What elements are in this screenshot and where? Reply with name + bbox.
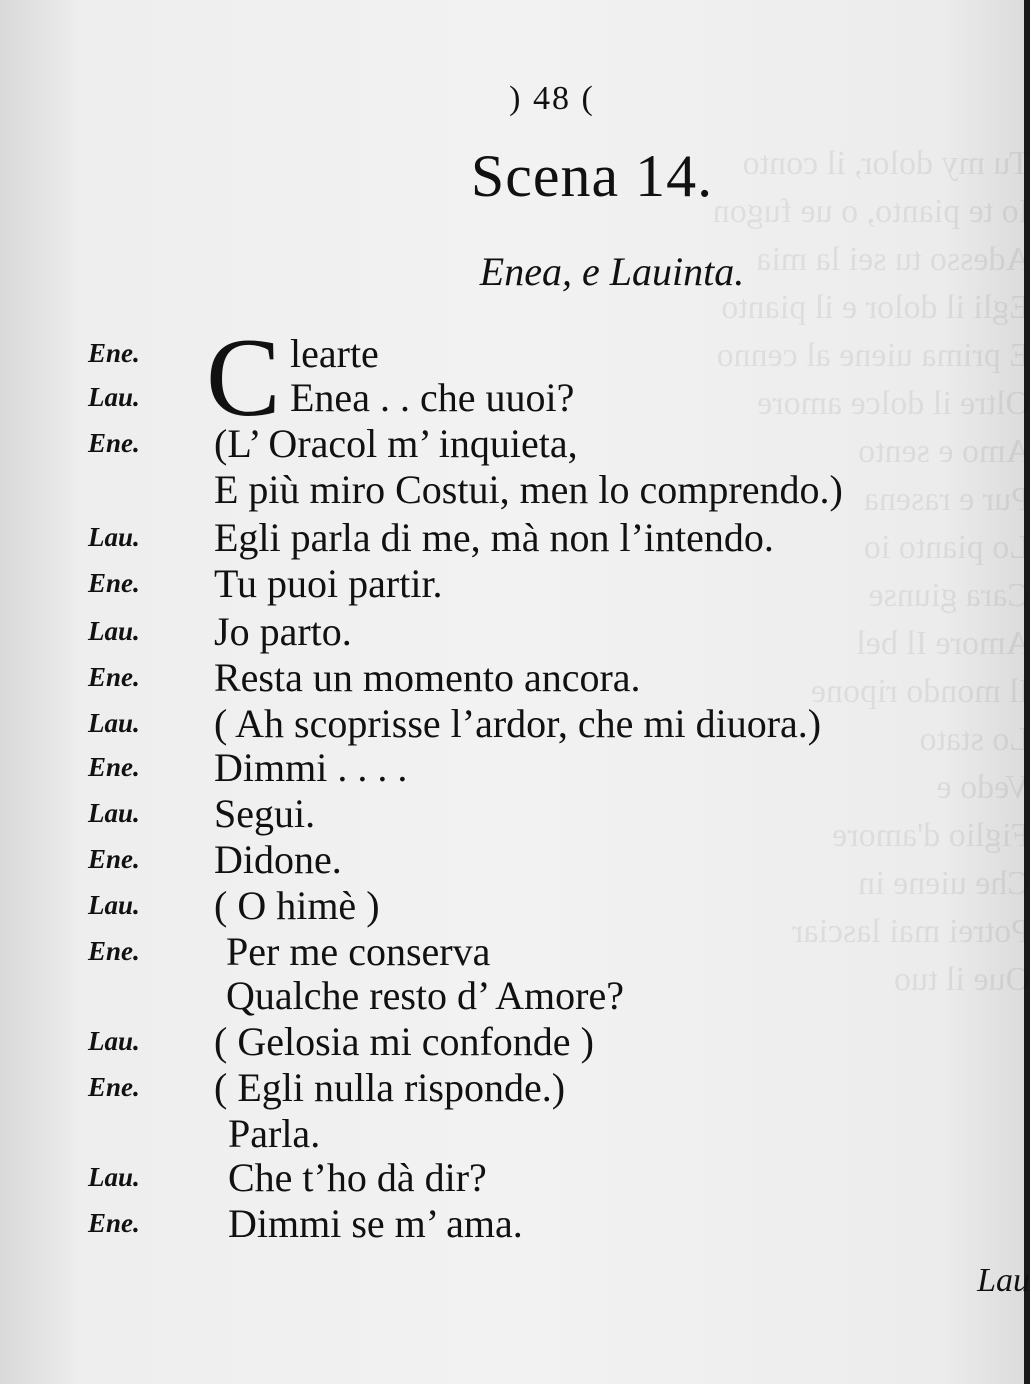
dialogue-line bbox=[0, 882, 1024, 928]
dialogue-line bbox=[0, 608, 1024, 654]
line-text: Segui. bbox=[214, 791, 316, 836]
speaker-name: Lau. bbox=[88, 708, 140, 738]
dialogue-line bbox=[0, 928, 1024, 974]
speaker-name: Lau. bbox=[88, 1026, 140, 1056]
dialogue-line bbox=[0, 1154, 1024, 1200]
dialogue-line bbox=[0, 972, 1024, 1018]
dialogue-line bbox=[0, 560, 1024, 606]
speaker-name: Lau. bbox=[88, 616, 140, 646]
page-number: ) 48 ( bbox=[509, 80, 595, 117]
speaker-name: Ene. bbox=[88, 752, 140, 782]
dialogue-line bbox=[0, 700, 1024, 746]
line-text: Didone. bbox=[214, 837, 342, 882]
speaker-name: Lau. bbox=[88, 1162, 140, 1192]
dialogue-line bbox=[0, 654, 1024, 700]
speaker-name: Ene. bbox=[88, 1208, 140, 1238]
speaker-name: Lau. bbox=[88, 382, 140, 412]
speaker-name: Ene. bbox=[88, 428, 140, 458]
line-text: learte bbox=[290, 331, 379, 376]
catchword: Lau bbox=[977, 1262, 1030, 1299]
line-text: Che t’ho dà dir? bbox=[228, 1155, 487, 1200]
dialogue-line bbox=[0, 1064, 1024, 1110]
speaker-name: Lau. bbox=[88, 522, 140, 552]
dialogue-line bbox=[0, 420, 1024, 466]
line-text: Qualche resto d’ Amore? bbox=[226, 973, 624, 1018]
line-text: Egli parla di me, mà non l’intendo. bbox=[214, 515, 774, 560]
speaker-name: Lau. bbox=[88, 798, 140, 828]
dialogue-line bbox=[0, 744, 1024, 790]
line-text: ( O himè ) bbox=[214, 883, 380, 928]
line-text: Per me conserva bbox=[226, 929, 491, 974]
speaker-name: Ene. bbox=[88, 1072, 140, 1102]
line-text: ( Gelosia mi confonde ) bbox=[214, 1019, 594, 1064]
dialogue-line bbox=[0, 1018, 1024, 1064]
dialogue-line bbox=[0, 790, 1024, 836]
dialogue-line bbox=[0, 1110, 1024, 1156]
line-text: Parla. bbox=[228, 1111, 321, 1156]
line-text: Resta un momento ancora. bbox=[214, 655, 641, 700]
line-text: Dimmi se m’ ama. bbox=[228, 1201, 523, 1246]
speaker-name: Lau. bbox=[88, 890, 140, 920]
dialogue-line bbox=[0, 836, 1024, 882]
speaker-name: Ene. bbox=[88, 936, 140, 966]
bleed-through-texture: Tu my dolor, il conto Io te pianto, o ue fugon Adesso tu sei la mia Egli il dolor e il pianto E prima uiene al cenno Oltre il dolce amore Amo e sento Pur e rasena Lo pianto io Cara giunse Amore Il bel Il mondo ripone Lo stato Vedo e Figlio d'amore Che uiene in Potrei mai lasciar Oue il tuo bbox=[712, 145, 1030, 998]
line-text: (L’ Oracol m’ inquieta, bbox=[214, 421, 578, 466]
dialogue-line bbox=[0, 514, 1024, 560]
dialogue-line bbox=[0, 466, 1024, 512]
line-text: Jo parto. bbox=[214, 609, 352, 654]
speaker-name: Ene. bbox=[88, 844, 140, 874]
dialogue-line bbox=[0, 330, 1024, 376]
scene-title: Scena 14. bbox=[470, 143, 714, 209]
line-text: Dimmi . . . . bbox=[214, 745, 408, 790]
dialogue-line bbox=[0, 374, 1024, 420]
speaker-name: Ene. bbox=[88, 568, 140, 598]
line-text: ( Egli nulla risponde.) bbox=[214, 1065, 566, 1110]
line-text: Tu puoi partir. bbox=[214, 561, 443, 606]
drop-cap: C bbox=[206, 316, 281, 440]
speaker-name: Ene. bbox=[88, 662, 140, 692]
line-text: Enea . . che uuoi? bbox=[290, 375, 575, 420]
line-text: E più miro Costui, men lo comprendo.) bbox=[214, 467, 843, 512]
dialogue-line bbox=[0, 1200, 1024, 1246]
speaker-name: Ene. bbox=[88, 338, 140, 368]
line-text: ( Ah scoprisse l’ardor, che mi diuora.) bbox=[214, 701, 822, 746]
scene-characters: Enea, e Lauinta. bbox=[479, 249, 745, 294]
